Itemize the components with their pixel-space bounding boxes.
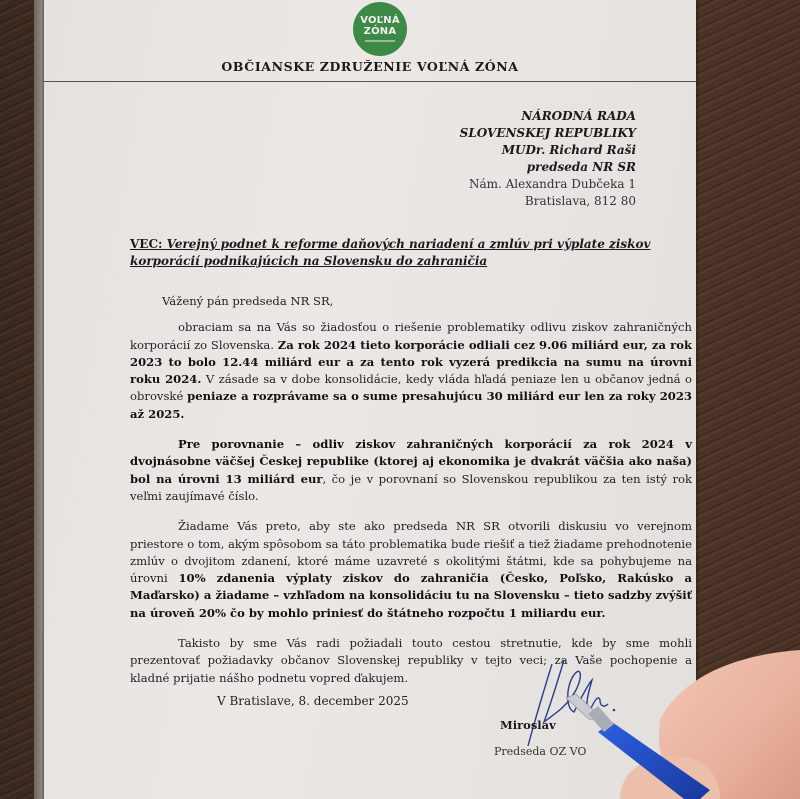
organization-name: OBČIANSKE ZDRUŽENIE VOĽNÁ ZÓNA <box>221 59 519 74</box>
hand-holding-pen <box>560 640 800 799</box>
logo-text-line-2: ZÓNA <box>363 26 397 37</box>
paragraph-2-bold-a: Pre porovnanie – odliv ziskov zahraničných korporácií za rok 2024 v dvojnásobne väčšej Českej republike (ktorej aj ekonomika je dvakrát väčšia ako naša) bol na úrovni 13 miliárd eur <box>130 437 692 486</box>
salutation: Vážený pán predseda NR SR, <box>162 294 334 308</box>
letter-body <box>130 293 692 700</box>
header-divider <box>44 81 696 82</box>
subject-line <box>130 236 690 270</box>
recipient-block <box>460 108 636 210</box>
paragraph-1 <box>130 319 692 423</box>
subject-prefix: VEC: <box>130 237 163 251</box>
place-and-date: V Bratislave, 8. december 2025 <box>217 694 409 708</box>
subject-text: Verejný podnet k reforme daňových nariadení a zmlúv pri výplate ziskov korporácií podnikajúcich na Slovensku do zahraničia <box>130 237 651 268</box>
recipient-address-line: Nám. Alexandra Dubčeka 1 <box>468 177 636 191</box>
recipient-line: predseda NR SR <box>526 160 636 174</box>
paragraph-2-text-b: , čo je v porovnaní so Slovenskou republikou za ten istý rok veľmi zaujímavé číslo. <box>130 471 692 503</box>
recipient-address-line: Bratislava, 812 80 <box>524 194 636 208</box>
recipient-line: MUDr. Richard Raši <box>501 143 636 157</box>
paragraph-3-bold-b: 10% zdanenia výplaty ziskov do zahraničia (Česko, Poľsko, Rakúsko a Maďarsko) a žiadame – vzhľadom na konsolidáciu tu na Slovensku – tieto sadzby zvýšiť na úroveň 20% čo by mohlo priniesť do štátneho rozpočtu 1 miliardu eur. <box>130 571 692 620</box>
paragraph-1-text-a: obraciam sa na Vás so žiadosťou o riešenie problematiky odlivu ziskov zahraničných korporácií zo Slovenska. <box>130 320 692 352</box>
signer-name: Miroslav <box>500 718 556 732</box>
paragraph-3 <box>130 518 692 622</box>
paragraph-4: Takisto by sme Vás radi požiadali touto cestou stretnutie, kde by sme mohli prezentovať požiadavky občanov Slovenskej republiky v tejto veci; za Vaše pochopenie a kladné prijatie nášho podnetu vopred ďakujem. <box>130 636 692 685</box>
paragraph-1-text-c: V zásade sa v dobe konsolidácie, kedy vláda hľadá peniaze len u občanov jedná o obrovské <box>130 372 692 404</box>
paragraph-2 <box>130 436 692 505</box>
recipient-line: NÁRODNÁ RADA <box>521 109 636 123</box>
paragraph-3-text-a: Žiadame Vás preto, aby ste ako predseda NR SR otvorili diskusiu vo verejnom priestore o tom, akým spôsobom sa táto problematika bude riešiť a tiež žiadame prehodnotenie zmlúv o dvojitom zdanení, ktoré máme uzavreté s okolitými štátmi, kde sa pohybujeme na úrovni <box>130 519 692 586</box>
recipient-line: SLOVENSKEJ REPUBLIKY <box>459 126 636 140</box>
signer-role: Predseda OZ VO <box>494 745 587 758</box>
paragraph-1-bold-a: Za rok 2024 tieto korporácie odliali cez 9.06 miliárd eur, za rok 2023 to bolo 12.44 miliárd eur a za tento rok vyzerá predikcia na sumu na úrovni roku 2024. <box>130 337 692 387</box>
volna-zona-logo <box>353 2 407 56</box>
paragraph-1-bold-d: peniaze a rozprávame sa o sume presahujúcu 30 miliárd eur len za roky 2023 až 2025. <box>130 389 692 421</box>
logo-text-line-1: VOĽNÁ <box>360 15 400 26</box>
logo-tagline-mark <box>365 40 395 42</box>
